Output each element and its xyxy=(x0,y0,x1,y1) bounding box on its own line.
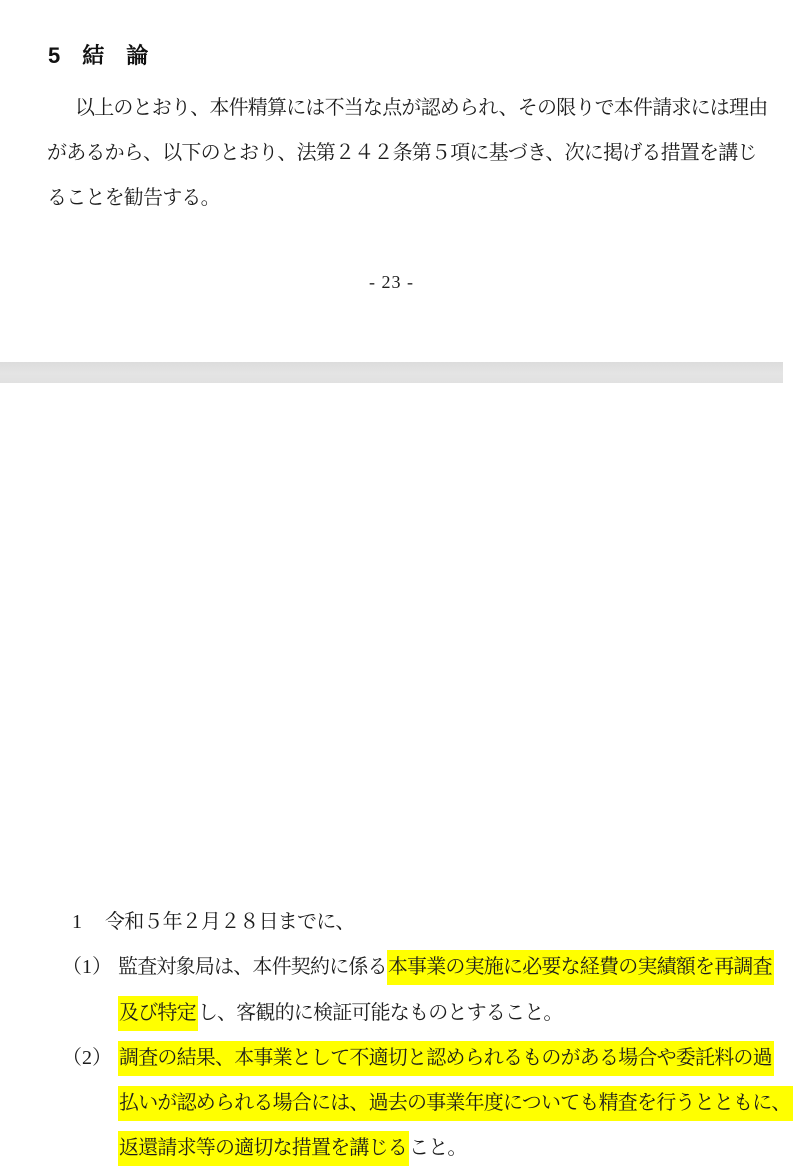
paragraph-line: 以上のとおり、本件精算には不当な点が認められ、その限りで本件請求には理由 xyxy=(75,97,768,119)
list-item-text: 令和５年２月２８日までに、 xyxy=(105,911,355,933)
paragraph-line: ることを勧告する。 xyxy=(47,187,220,209)
document-page-24 xyxy=(0,383,791,1159)
highlighted-text: 調査の結果、本事業として不適切と認められるものがある場合や委託料の過 xyxy=(118,1041,774,1076)
page-number: - 23 - xyxy=(369,272,414,292)
sub-item-1-line-2 xyxy=(118,998,563,1028)
sub-item-2-line-1 xyxy=(62,1043,774,1073)
sub-item-2-line-3 xyxy=(118,1133,467,1163)
sub-item-number: （1） xyxy=(62,956,112,978)
sub-item-text: 監査対象局は、本件契約に係る xyxy=(118,956,387,978)
highlighted-text: 及び特定 xyxy=(118,996,198,1031)
section-heading: 5 結 論 xyxy=(48,43,149,68)
sub-item-1-line-1 xyxy=(62,952,774,982)
highlighted-text: 本事業の実施に必要な経費の実績額を再調査 xyxy=(387,950,774,985)
paragraph-line: があるから、以下のとおり、法第２４２条第５項に基づき、次に掲げる措置を講じ xyxy=(47,142,757,164)
sub-item-text: し、客観的に検証可能なものとすること。 xyxy=(197,1002,563,1024)
list-item-number: 1 xyxy=(72,911,82,933)
sub-item-2-line-2 xyxy=(118,1088,793,1118)
sub-item-number: （2） xyxy=(62,1047,112,1069)
sub-item-text: こと。 xyxy=(409,1137,467,1159)
highlighted-text: 返還請求等の適切な措置を講じる xyxy=(118,1131,409,1166)
list-item-1 xyxy=(72,907,355,937)
page-separator xyxy=(0,362,783,383)
document-page-23 xyxy=(0,0,783,362)
highlighted-text: 払いが認められる場合には、過去の事業年度についても精査を行うとともに、 xyxy=(118,1086,793,1121)
